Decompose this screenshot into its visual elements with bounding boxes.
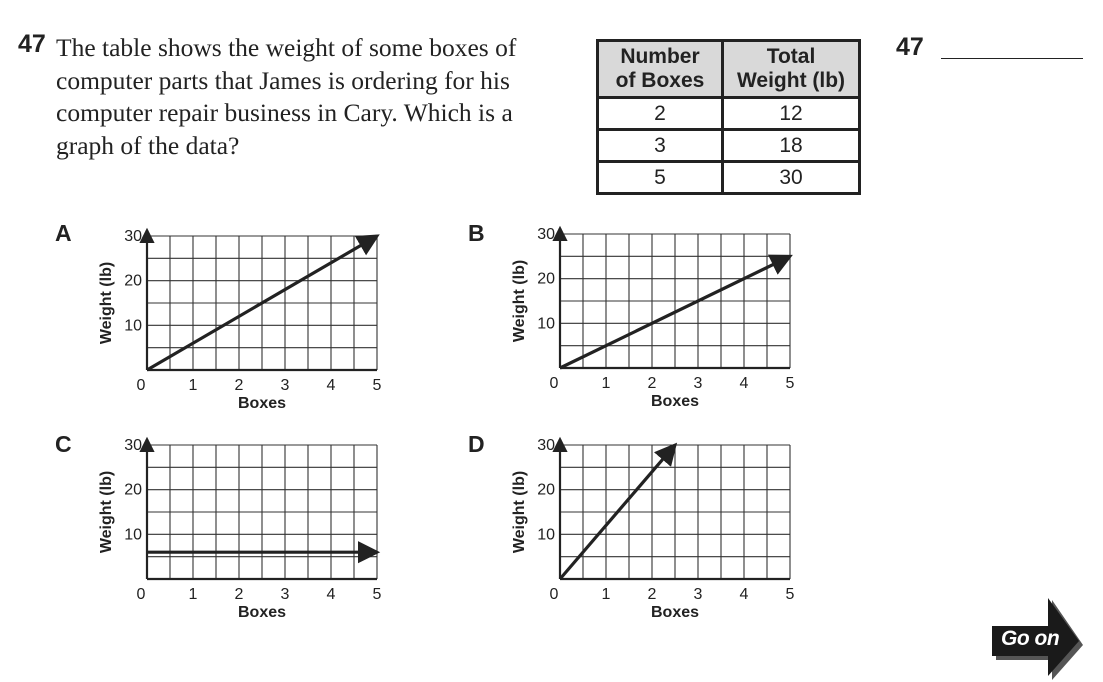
data-table [596,39,861,195]
question-text [56,32,576,162]
x-tick-label: 3 [693,586,703,603]
x-tick-label: 4 [326,377,336,394]
x-axis-label: Boxes [237,395,287,412]
question-number: 47 [18,30,46,58]
question-line: graph of the data? [56,130,240,160]
table-cell: 30 [723,162,860,194]
x-tick-label: 4 [326,586,336,603]
x-tick-label: 1 [601,375,611,392]
y-tick-label: 20 [537,481,555,499]
x-tick-label: 2 [234,586,244,603]
table-cell: 2 [598,98,723,130]
graph-b[interactable] [508,223,808,423]
y-axis-label: Weight (lb) [98,470,115,554]
x-tick-label: 3 [280,586,290,603]
graph-d[interactable] [508,434,808,634]
y-tick-label: 20 [124,272,142,290]
table-row [598,98,860,130]
y-tick-label: 10 [124,317,142,335]
choice-letter-d[interactable]: D [468,431,485,457]
y-axis-label: Weight (lb) [98,261,115,345]
question-line: computer repair business in Cary. Which is a [56,98,513,127]
x-tick-label: 0 [549,375,559,392]
y-tick-label: 30 [537,437,555,454]
graph-a[interactable] [95,225,395,425]
table-header-boxes: Number of Boxes [598,41,723,98]
x-tick-label: 5 [372,586,382,603]
x-axis-label: Boxes [237,604,287,621]
y-tick-label: 30 [537,226,555,243]
x-tick-label: 0 [549,586,559,603]
x-tick-label: 0 [136,586,146,603]
x-axis-label: Boxes [650,604,700,621]
table-cell: 5 [598,162,723,194]
x-tick-label: 2 [234,377,244,394]
table-cell: 3 [598,130,723,162]
y-tick-label: 10 [537,315,555,333]
y-tick-label: 30 [124,437,142,454]
x-tick-label: 1 [601,586,611,603]
answer-number: 47 [896,33,924,61]
y-axis-label: Weight (lb) [511,259,528,343]
table-header-weight: Total Weight (lb) [723,41,860,98]
x-tick-label: 3 [693,375,703,392]
question-line: computer parts that James is ordering for his [56,65,510,95]
table-row [598,162,860,194]
go-on-label: Go on [1001,627,1060,650]
y-tick-label: 10 [124,526,142,544]
y-axis-label: Weight (lb) [511,470,528,554]
x-tick-label: 0 [136,377,146,394]
table-row [598,130,860,162]
y-tick-label: 30 [124,228,142,245]
question-line: The table shows the weight of some boxes of [56,33,517,62]
table-cell: 18 [723,130,860,162]
x-tick-label: 5 [372,377,382,394]
table-cell: 12 [723,98,860,130]
x-tick-label: 4 [739,586,749,603]
x-tick-label: 1 [188,377,198,394]
x-tick-label: 5 [785,375,795,392]
x-tick-label: 3 [280,377,290,394]
x-tick-label: 5 [785,586,795,603]
table-header-row [598,41,860,98]
x-tick-label: 2 [647,375,657,392]
x-tick-label: 4 [739,375,749,392]
x-tick-label: 2 [647,586,657,603]
answer-blank[interactable] [941,58,1083,59]
choice-letter-a[interactable]: A [55,220,72,246]
y-tick-label: 20 [537,270,555,288]
choice-letter-c[interactable]: C [55,431,72,457]
choice-letter-b[interactable]: B [468,220,485,246]
x-axis-label: Boxes [650,393,700,410]
y-tick-label: 20 [124,481,142,499]
graph-c[interactable] [95,434,395,634]
x-tick-label: 1 [188,586,198,603]
y-tick-label: 10 [537,526,555,544]
